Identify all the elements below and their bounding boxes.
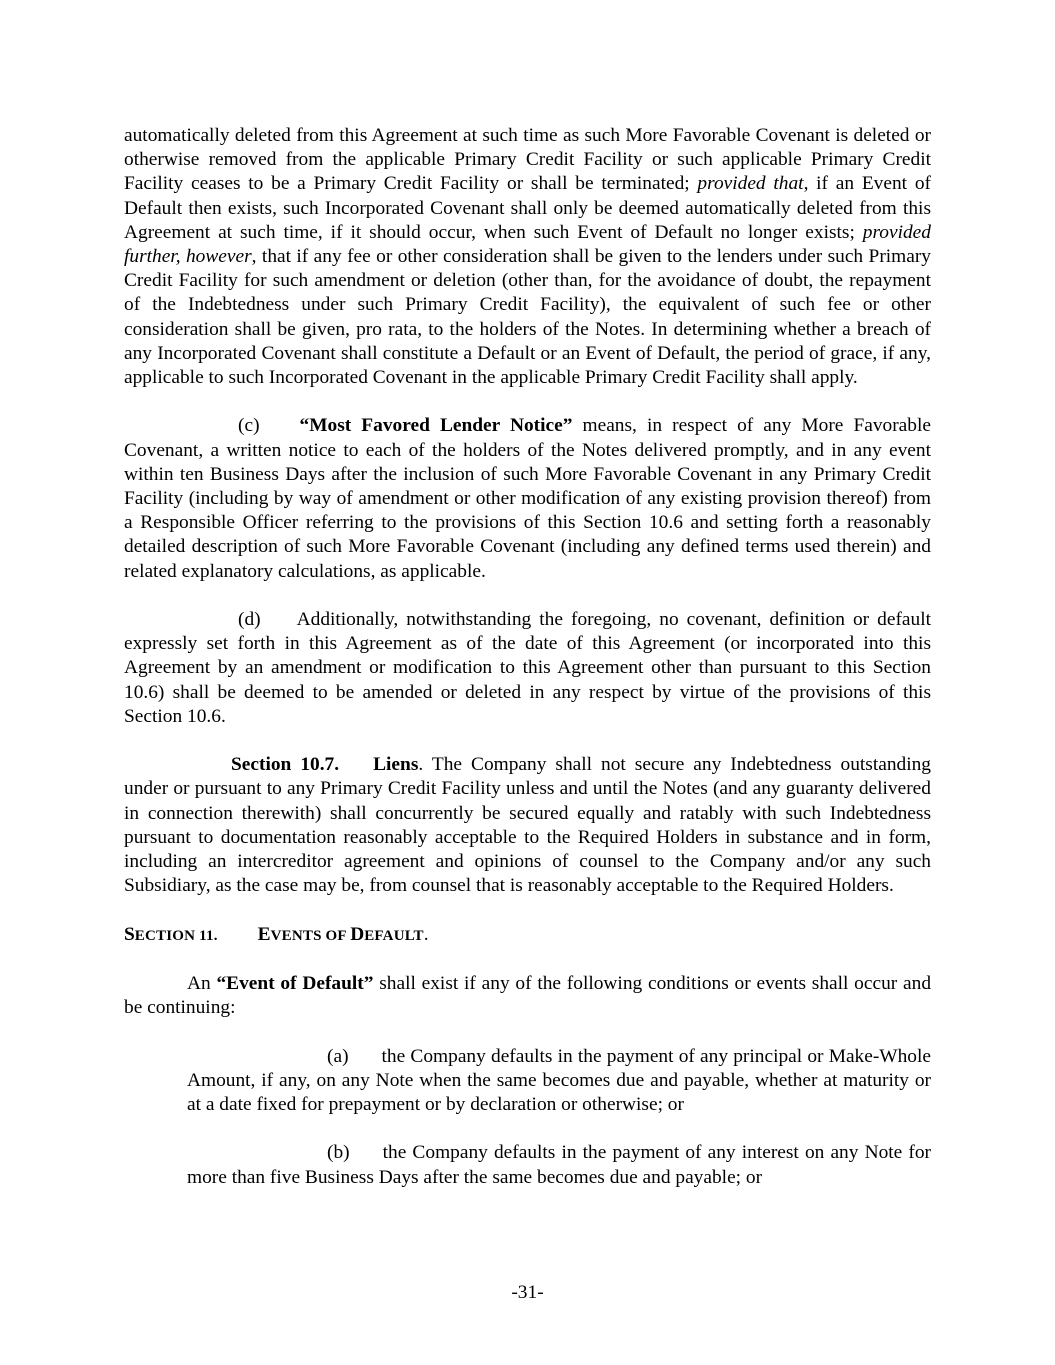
section-10-7-number: Section 10.7. — [231, 754, 340, 776]
paragraph-d: (d) Additionally, notwithstanding the foregoing, no covenant, definition or default expressly set forth in this Agreement as of the date of this Agreement (or incorporated into this Agreement by an amendment or modification to this Agreement other than pursuant to this Section 10.6) shall be deemed to be amended or deleted in any respect by virtue of the provisions of this Section 10.6. — [124, 609, 931, 727]
item-b-label: (b) — [327, 1142, 350, 1164]
section-10-7-title: Liens — [373, 754, 419, 776]
paragraph-incorporated-covenant: automatically deleted from this Agreement at such time as such More Favorable Covenant is deleted or otherwise removed from the applicable Primary Credit Facility or such applicable Primary Credit Facility ceases to be a Primary Credit Facility or shall be terminated; provided that, if an Event of Default then exists, such Incorporated Covenant shall only be deemed automatically deleted from this Agreement at such time, if it should occur, when such Event of Default no longer exists; provided further, however, that if any fee or other consideration shall be given to the lenders under such Primary Credit Facility for such amendment or deletion (other than, for the avoidance of doubt, the repayment of the Indebtedness under such Primary Credit Facility), the equivalent of such fee or other consideration shall be given, pro rata, to the holders of the Notes. In determining whether a breach of any Incorporated Covenant shall constitute a Default or an Event of Default, the period of grace, if any, applicable to such Incorporated Covenant in the applicable Primary Credit Facility shall apply. — [124, 125, 932, 389]
section-11-heading: SECTION 11. EVENTS OF DEFAULT. — [124, 923, 429, 945]
page-number: -31- — [511, 1282, 544, 1303]
document-page — [124, 124, 931, 1214]
item-a-label: (a) — [327, 1045, 349, 1067]
item-a: (a) the Company defaults in the payment of any principal or Make-Whole Amount, if any, on any Note when the same becomes due and payable, whether at maturity or at a date fixed for prepayment or by declaration or otherwise; or — [187, 1045, 931, 1116]
event-of-default-intro: An “Event of Default” shall exist if any of the following conditions or events shall occur and be continuing: — [124, 973, 932, 1019]
defined-term-event-of-default: “Event of Default” — [216, 973, 374, 995]
section-10-7: Section 10.7. Liens. The Company shall not secure any Indebtedness outstanding under or pursuant to any Primary Credit Facility unless and until the Notes (and any guaranty delivered in connection therewith) shall concurrently be secured equally and ratably with such Indebtedness pursuant to documentation reasonably acceptable to the Required Holders in substance and in form, including an intercreditor agreement and opinions of counsel to the Company and/or any such Subsidiary, as the case may be, from counsel that is reasonably acceptable to the Required Holders. — [124, 754, 932, 897]
defined-term-most-favored-lender-notice: “Most Favored Lender Notice” — [299, 415, 573, 437]
item-b: (b) the Company defaults in the payment of any interest on any Note for more than five Business Days after the same becomes due and payable; or — [187, 1142, 931, 1188]
paragraph-c: (c) “Most Favored Lender Notice” means, in respect of any More Favorable Covenant, a written notice to each of the holders of the Notes delivered promptly, and in any event within ten Business Days after the inclusion of such More Favorable Covenant in any Primary Credit Facility (including by way of amendment or other modification of any existing provision thereof) from a Responsible Officer referring to the provisions of this Section 10.6 and setting forth a reasonably detailed description of such More Favorable Covenant (including any defined terms used therein) and related explanatory calculations, as applicable. — [124, 415, 931, 582]
paragraph-d-label: (d) — [238, 609, 261, 631]
paragraph-c-label: (c) — [238, 415, 260, 437]
